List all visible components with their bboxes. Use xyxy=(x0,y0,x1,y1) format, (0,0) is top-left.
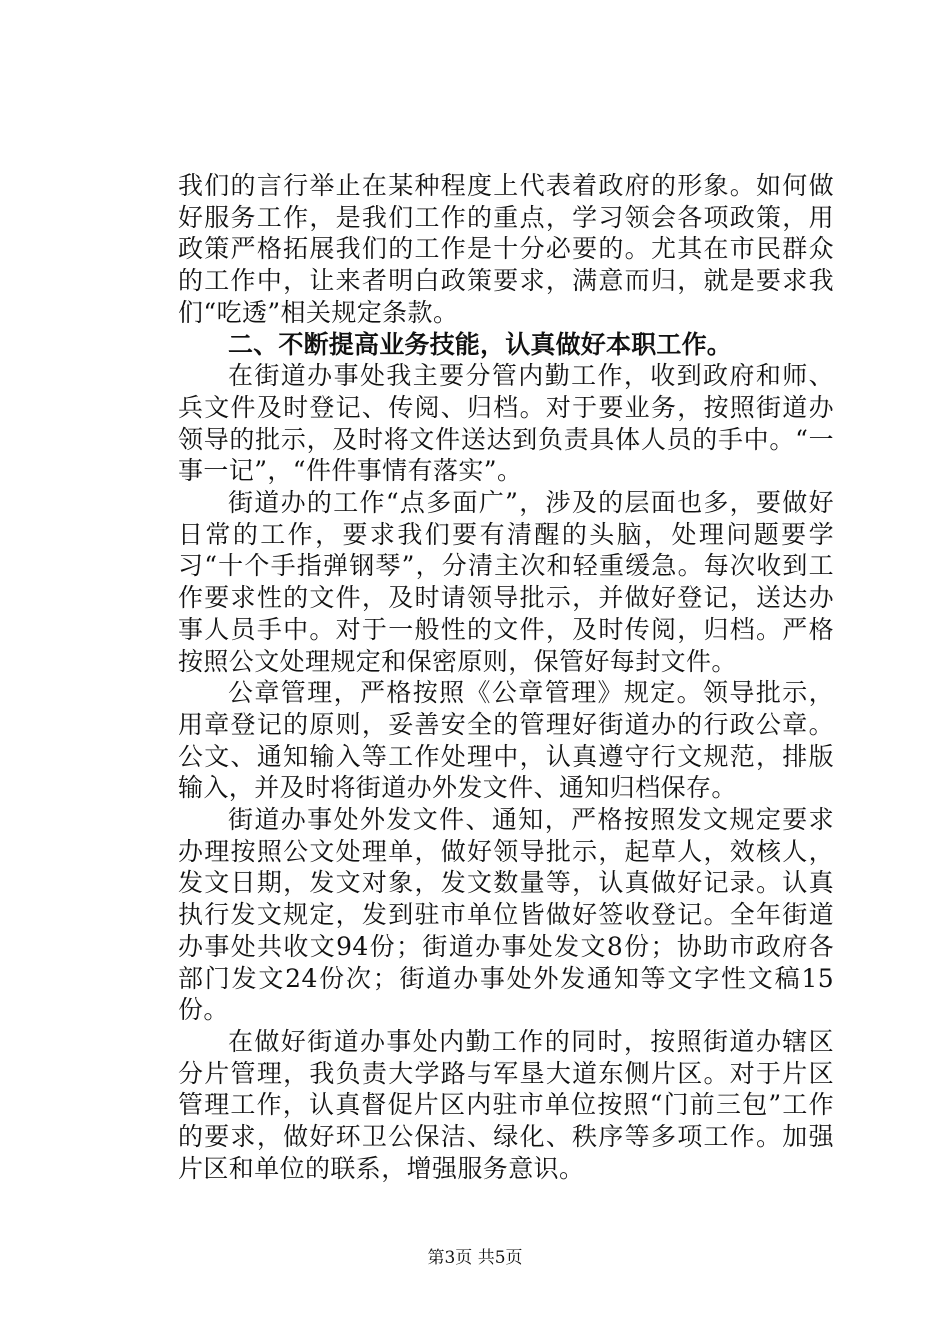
paragraph-internal-duties: 在街道办事处我主要分管内勤工作，收到政府和师、兵文件及时登记、传阅、归档。对于要业务，按照街道办领导的批示，及时将文件送达到负责具体人员的手中。“一事一记”，“件件事情有落实”。 xyxy=(178,361,834,486)
paragraph-district-management: 在做好街道办事处内勤工作的同时，按照街道办辖区分片管理，我负责大学路与军垦大道东侧片区。对于片区管理工作，认真督促片区内驻市单位按照“门前三包”工作的要求，做好环卫公保洁、绿化、秩序等多项工作。加强片区和单位的联系，增强服务意识。 xyxy=(178,1026,834,1183)
page-number-footer: 第3页 共5页 xyxy=(427,1248,523,1268)
paragraph-continued: 我们的言行举止在某种程度上代表着政府的形象。如何做好服务工作，是我们工作的重点，学习领会各项政策，用政策严格拓展我们的工作是十分必要的。尤其在市民群众的工作中，让来者明白政策要求，满意而归，就是要求我们“吃透”相关规定条款。 xyxy=(178,171,834,327)
paragraph-seal-management: 公章管理，严格按照《公章管理》规定。领导批示，用章登记的原则，妥善安全的管理好街道办的行政公章。公文、通知输入等工作处理中，认真遵守行文规范，排版输入，并及时将街道办外发文件、通知归档保存。 xyxy=(178,678,834,803)
paragraph-daily-work: 街道办的工作“点多面广”，涉及的层面也多，要做好日常的工作，要求我们要有清醒的头脑，处理问题要学习“十个手指弹钢琴”，分清主次和轻重缓急。每次收到工作要求性的文件，及时请领导批示，并做好登记，送达办事人员手中。对于一般性的文件，及时传阅，归档。严格按照公文处理规定和保密原则，保管好每封文件。 xyxy=(178,488,834,676)
paragraph-outgoing-documents: 街道办事处外发文件、通知，严格按照发文规定要求办理按照公文处理单，做好领导批示，起草人，效核人，发文日期，发文对象，发文数量等，认真做好记录。认真执行发文规定，发到驻市单位皆做好签收登记。全年街道办事处共收文94份；街道办事处发文8份；协助市政府各部门发文24份次；街道办事处外发通知等文字性文稿15份。 xyxy=(178,805,834,1025)
section-heading: 二、不断提高业务技能，认真做好本职工作。 xyxy=(228,329,733,359)
document-body xyxy=(178,170,834,1185)
